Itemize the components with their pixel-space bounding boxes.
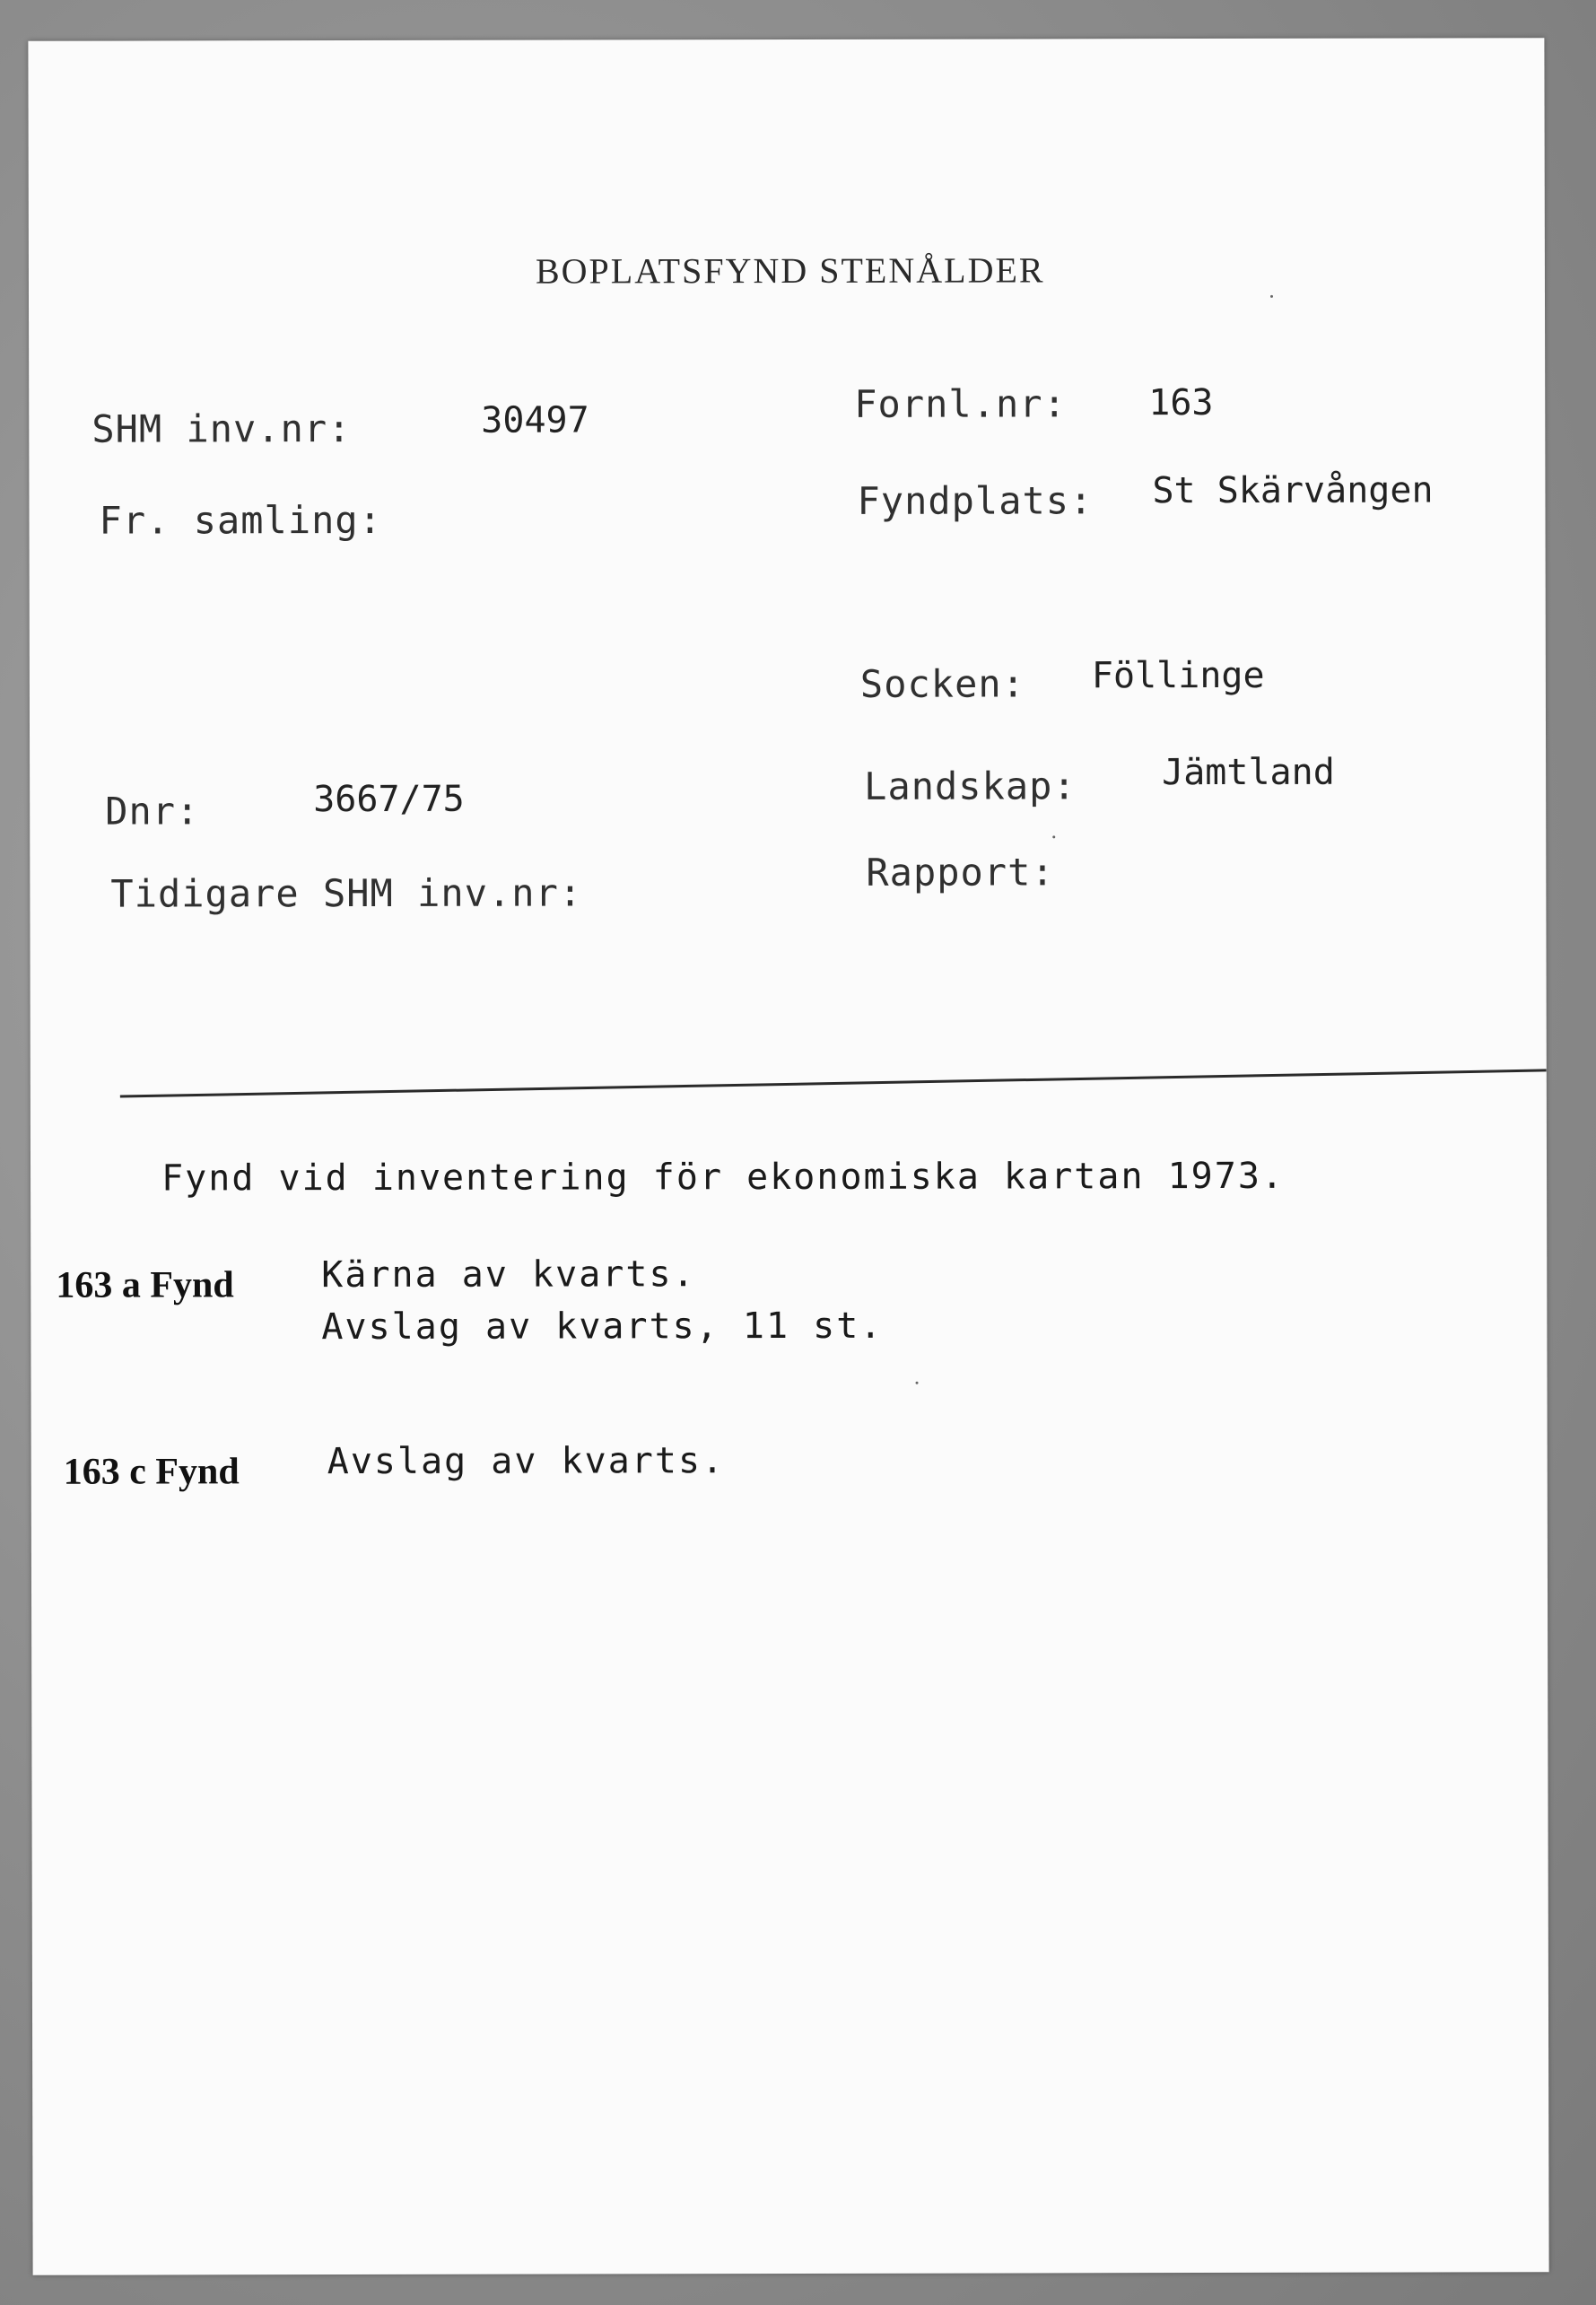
find-stamp-a: 163 a Fynd (56, 1264, 234, 1306)
horizontal-rule (120, 1069, 1547, 1097)
dnr-value: 3667/75 (313, 778, 465, 821)
landskap-value: Jämtland (1162, 751, 1335, 794)
paper-speck (1270, 295, 1273, 298)
find-stamp-c: 163 c Fynd (63, 1451, 240, 1493)
rapport-label: Rapport: (866, 850, 1055, 895)
shm-inv-label: SHM inv.nr: (92, 406, 352, 451)
fornl-value: 163 (1148, 382, 1214, 424)
tidigare-shm-inv-label: Tidigare SHM inv.nr: (110, 870, 583, 916)
find-note: Fynd vid inventering för ekonomiska kartan 1973. (161, 1155, 1286, 1200)
socken-value: Föllinge (1091, 654, 1265, 697)
paper-speck (1052, 835, 1055, 838)
shm-inv-value: 30497 (481, 399, 589, 441)
fornl-label: Fornl.nr: (854, 381, 1067, 426)
find-c-line-1: Avslag av kvarts. (327, 1440, 726, 1483)
landskap-label: Landskap: (864, 764, 1077, 808)
find-a-line-1: Kärna av kvarts. (321, 1253, 696, 1297)
index-card (28, 38, 1548, 2275)
fr-samling-label: Fr. samling: (99, 497, 383, 543)
fyndplats-value: St Skärvången (1152, 469, 1434, 512)
paper-speck (916, 1382, 919, 1384)
find-a-line-2: Avslag av kvarts, 11 st. (321, 1305, 884, 1349)
dnr-label: Dnr: (105, 789, 200, 834)
card-title: BOPLATSFYND STENÅLDER (535, 249, 1045, 292)
fyndplats-label: Fyndplats: (857, 478, 1094, 523)
socken-label: Socken: (859, 661, 1025, 706)
